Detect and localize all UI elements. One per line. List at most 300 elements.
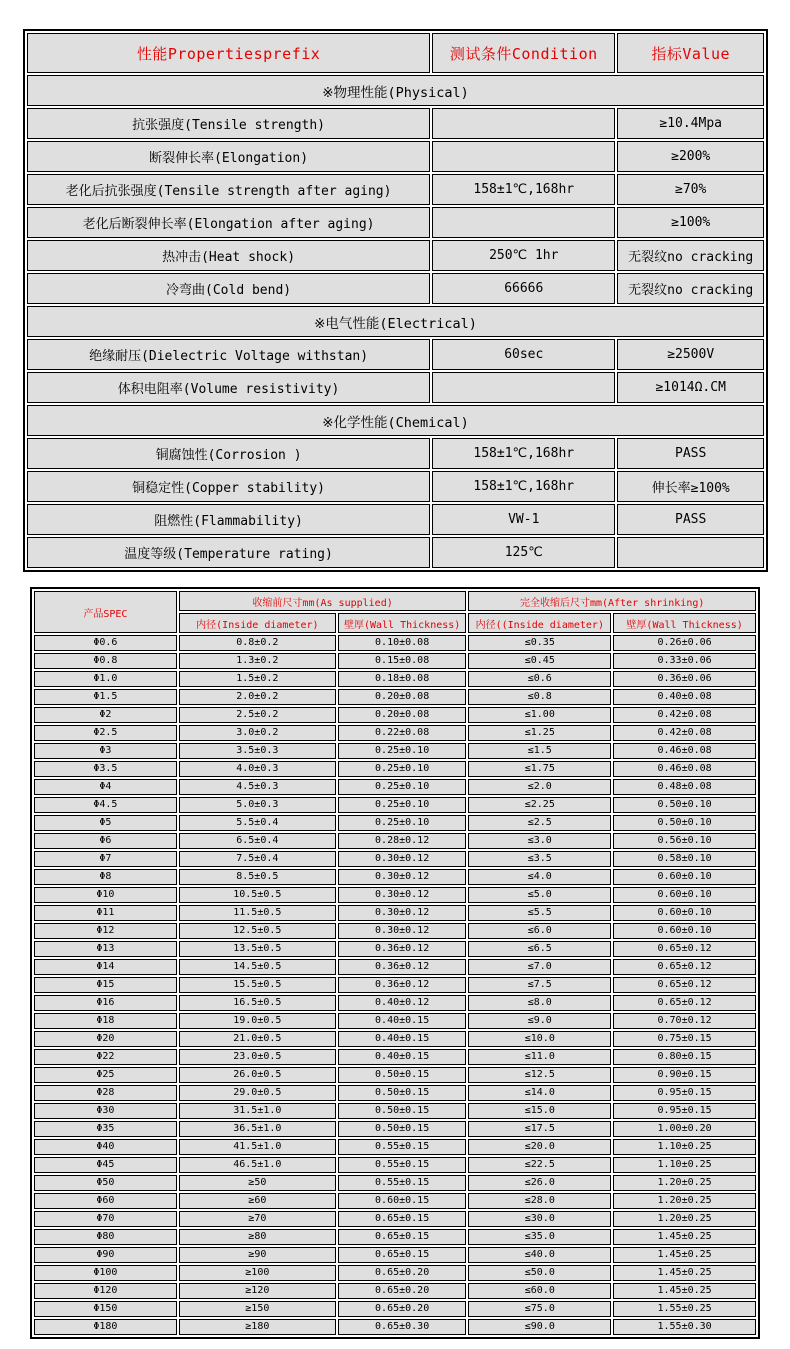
spec-row — [34, 1121, 756, 1137]
spec-row — [34, 1247, 756, 1263]
spec-row — [34, 1211, 756, 1227]
pre-wall-thickness: 0.25±0.10 — [338, 797, 467, 813]
test-condition: 158±1℃,168hr — [432, 438, 615, 469]
property-row — [27, 504, 764, 535]
product-spec: Φ1.5 — [34, 689, 177, 705]
pre-wall-thickness: 0.50±0.15 — [338, 1103, 467, 1119]
post-wall-thickness: 0.60±0.10 — [613, 887, 756, 903]
post-inside-diameter: ≤0.8 — [468, 689, 611, 705]
post-inside-diameter: ≤90.0 — [468, 1319, 611, 1335]
pre-inside-diameter: 6.5±0.4 — [179, 833, 336, 849]
spec-value — [617, 537, 764, 568]
post-inside-diameter: ≤20.0 — [468, 1139, 611, 1155]
pre-wall-thickness: 0.40±0.15 — [338, 1049, 467, 1065]
post-wall-thickness: 0.50±0.10 — [613, 815, 756, 831]
property-row — [27, 471, 764, 502]
post-inside-diameter: ≤12.5 — [468, 1067, 611, 1083]
pre-inside-diameter: 14.5±0.5 — [179, 959, 336, 975]
spec-row — [34, 761, 756, 777]
post-wall-thickness: 1.00±0.20 — [613, 1121, 756, 1137]
product-spec: Φ3 — [34, 743, 177, 759]
pre-inside-diameter: 1.3±0.2 — [179, 653, 336, 669]
property-row — [27, 141, 764, 172]
post-inside-diameter: ≤60.0 — [468, 1283, 611, 1299]
product-spec: Φ50 — [34, 1175, 177, 1191]
product-spec: Φ7 — [34, 851, 177, 867]
spec-value: ≥10.4Mpa — [617, 108, 764, 139]
pre-inside-diameter: 31.5±1.0 — [179, 1103, 336, 1119]
pre-wall-thickness: 0.20±0.08 — [338, 707, 467, 723]
post-inside-diameter: ≤2.25 — [468, 797, 611, 813]
product-spec: Φ5 — [34, 815, 177, 831]
pre-inside-diameter: 2.5±0.2 — [179, 707, 336, 723]
pre-wall-thickness: 0.55±0.15 — [338, 1157, 467, 1173]
pre-wall-thickness: 0.40±0.15 — [338, 1031, 467, 1047]
product-spec: Φ13 — [34, 941, 177, 957]
pre-inside-diameter: 21.0±0.5 — [179, 1031, 336, 1047]
post-wall-thickness: 0.42±0.08 — [613, 725, 756, 741]
pre-wall-thickness: 0.50±0.15 — [338, 1121, 467, 1137]
spec-value: PASS — [617, 504, 764, 535]
post-inside-diameter: ≤2.0 — [468, 779, 611, 795]
post-inside-diameter: ≤11.0 — [468, 1049, 611, 1065]
properties-header-row — [27, 33, 764, 73]
pre-inside-diameter: 26.0±0.5 — [179, 1067, 336, 1083]
property-name: 体积电阻率(Volume resistivity) — [27, 372, 430, 403]
test-condition — [432, 141, 615, 172]
property-name: 老化后断裂伸长率(Elongation after aging) — [27, 207, 430, 238]
property-name: 铜稳定性(Copper stability) — [27, 471, 430, 502]
property-row — [27, 240, 764, 271]
post-wall-thickness: 0.90±0.15 — [613, 1067, 756, 1083]
product-spec: Φ40 — [34, 1139, 177, 1155]
post-wall-thickness: 1.20±0.25 — [613, 1211, 756, 1227]
spec-row — [34, 1067, 756, 1083]
pre-inside-diameter: 8.5±0.5 — [179, 869, 336, 885]
test-condition: 158±1℃,168hr — [432, 471, 615, 502]
product-spec: Φ20 — [34, 1031, 177, 1047]
property-row — [27, 372, 764, 403]
product-spec: Φ80 — [34, 1229, 177, 1245]
property-name: 绝缘耐压(Dielectric Voltage withstan) — [27, 339, 430, 370]
test-condition — [432, 108, 615, 139]
property-name: 阻燃性(Flammability) — [27, 504, 430, 535]
pre-wall-thickness: 0.55±0.15 — [338, 1139, 467, 1155]
pre-inside-diameter: 15.5±0.5 — [179, 977, 336, 993]
post-inside-diameter: ≤50.0 — [468, 1265, 611, 1281]
pre-inside-diameter: ≥50 — [179, 1175, 336, 1191]
spec-value: PASS — [617, 438, 764, 469]
post-wall-thickness: 1.20±0.25 — [613, 1175, 756, 1191]
spec-row — [34, 653, 756, 669]
product-spec: Φ4 — [34, 779, 177, 795]
post-wall-thickness: 1.10±0.25 — [613, 1157, 756, 1173]
pre-wall-thickness: 0.28±0.12 — [338, 833, 467, 849]
pre-wall-thickness: 0.22±0.08 — [338, 725, 467, 741]
post-wall-thickness: 0.50±0.10 — [613, 797, 756, 813]
group-header-after-shrinking: 完全收缩后尺寸mm(After shrinking) — [468, 591, 756, 611]
spec-row — [34, 779, 756, 795]
product-spec: Φ2.5 — [34, 725, 177, 741]
spec-row — [34, 977, 756, 993]
product-spec: Φ60 — [34, 1193, 177, 1209]
column-header-post-wall-thickness: 壁厚(Wall Thickness) — [613, 613, 756, 633]
pre-wall-thickness: 0.25±0.10 — [338, 761, 467, 777]
product-spec: Φ11 — [34, 905, 177, 921]
properties-table-body — [27, 75, 764, 568]
spec-value: 无裂纹no cracking — [617, 240, 764, 271]
post-inside-diameter: ≤1.00 — [468, 707, 611, 723]
product-spec: Φ10 — [34, 887, 177, 903]
pre-inside-diameter: ≥90 — [179, 1247, 336, 1263]
pre-inside-diameter: ≥60 — [179, 1193, 336, 1209]
test-condition: 66666 — [432, 273, 615, 304]
post-wall-thickness: 0.48±0.08 — [613, 779, 756, 795]
post-inside-diameter: ≤14.0 — [468, 1085, 611, 1101]
pre-wall-thickness: 0.30±0.12 — [338, 869, 467, 885]
post-inside-diameter: ≤1.25 — [468, 725, 611, 741]
product-spec: Φ18 — [34, 1013, 177, 1029]
product-spec: Φ4.5 — [34, 797, 177, 813]
pre-wall-thickness: 0.25±0.10 — [338, 743, 467, 759]
pre-inside-diameter: 3.5±0.3 — [179, 743, 336, 759]
test-condition: 125℃ — [432, 537, 615, 568]
property-row — [27, 537, 764, 568]
pre-inside-diameter: 16.5±0.5 — [179, 995, 336, 1011]
property-row — [27, 438, 764, 469]
post-inside-diameter: ≤5.5 — [468, 905, 611, 921]
post-inside-diameter: ≤1.5 — [468, 743, 611, 759]
column-header-condition: 测试条件Condition — [432, 33, 615, 73]
post-inside-diameter: ≤3.5 — [468, 851, 611, 867]
spec-row — [34, 1319, 756, 1335]
post-wall-thickness: 0.40±0.08 — [613, 689, 756, 705]
post-wall-thickness: 0.56±0.10 — [613, 833, 756, 849]
spec-row — [34, 923, 756, 939]
property-name: 抗张强度(Tensile strength) — [27, 108, 430, 139]
post-wall-thickness: 1.45±0.25 — [613, 1247, 756, 1263]
spec-value: 无裂纹no cracking — [617, 273, 764, 304]
column-header-pre-inside-diameter: 内径(Inside diameter) — [179, 613, 336, 633]
product-spec: Φ22 — [34, 1049, 177, 1065]
property-name: 温度等级(Temperature rating) — [27, 537, 430, 568]
column-header-value: 指标Value — [617, 33, 764, 73]
test-condition: 158±1℃,168hr — [432, 174, 615, 205]
spec-row — [34, 725, 756, 741]
post-wall-thickness: 1.10±0.25 — [613, 1139, 756, 1155]
post-wall-thickness: 0.65±0.12 — [613, 995, 756, 1011]
pre-wall-thickness: 0.65±0.15 — [338, 1211, 467, 1227]
product-spec: Φ16 — [34, 995, 177, 1011]
product-spec: Φ15 — [34, 977, 177, 993]
pre-inside-diameter: 41.5±1.0 — [179, 1139, 336, 1155]
spec-row — [34, 1013, 756, 1029]
product-spec: Φ70 — [34, 1211, 177, 1227]
spec-row — [34, 1031, 756, 1047]
pre-wall-thickness: 0.25±0.10 — [338, 815, 467, 831]
post-inside-diameter: ≤40.0 — [468, 1247, 611, 1263]
post-wall-thickness: 0.60±0.10 — [613, 869, 756, 885]
product-spec: Φ3.5 — [34, 761, 177, 777]
pre-wall-thickness: 0.40±0.12 — [338, 995, 467, 1011]
pre-inside-diameter: ≥100 — [179, 1265, 336, 1281]
post-wall-thickness: 0.65±0.12 — [613, 941, 756, 957]
post-wall-thickness: 1.45±0.25 — [613, 1283, 756, 1299]
column-header-post-inside-diameter: 内径((Inside diameter) — [468, 613, 611, 633]
pre-inside-diameter: 7.5±0.4 — [179, 851, 336, 867]
spec-table-body — [34, 635, 756, 1335]
post-inside-diameter: ≤8.0 — [468, 995, 611, 1011]
pre-wall-thickness: 0.20±0.08 — [338, 689, 467, 705]
post-inside-diameter: ≤2.5 — [468, 815, 611, 831]
property-name: 断裂伸长率(Elongation) — [27, 141, 430, 172]
product-spec: Φ150 — [34, 1301, 177, 1317]
post-wall-thickness: 1.45±0.25 — [613, 1229, 756, 1245]
post-wall-thickness: 0.60±0.10 — [613, 905, 756, 921]
pre-wall-thickness: 0.18±0.08 — [338, 671, 467, 687]
spec-table — [30, 587, 760, 1339]
group-header-as-supplied: 收缩前尺寸mm(As supplied) — [179, 591, 467, 611]
post-wall-thickness: 1.45±0.25 — [613, 1265, 756, 1281]
section-label: ※化学性能(Chemical) — [27, 405, 764, 436]
property-row — [27, 108, 764, 139]
pre-wall-thickness: 0.65±0.20 — [338, 1265, 467, 1281]
post-wall-thickness: 0.65±0.12 — [613, 977, 756, 993]
pre-inside-diameter: 11.5±0.5 — [179, 905, 336, 921]
pre-wall-thickness: 0.55±0.15 — [338, 1175, 467, 1191]
pre-wall-thickness: 0.65±0.30 — [338, 1319, 467, 1335]
product-spec: Φ0.8 — [34, 653, 177, 669]
product-spec: Φ35 — [34, 1121, 177, 1137]
product-spec: Φ180 — [34, 1319, 177, 1335]
pre-inside-diameter: ≥180 — [179, 1319, 336, 1335]
post-wall-thickness: 0.80±0.15 — [613, 1049, 756, 1065]
pre-inside-diameter: ≥150 — [179, 1301, 336, 1317]
post-inside-diameter: ≤22.5 — [468, 1157, 611, 1173]
property-name: 冷弯曲(Cold bend) — [27, 273, 430, 304]
product-spec: Φ25 — [34, 1067, 177, 1083]
spec-row — [34, 905, 756, 921]
product-spec: Φ14 — [34, 959, 177, 975]
post-inside-diameter: ≤6.0 — [468, 923, 611, 939]
pre-inside-diameter: 13.5±0.5 — [179, 941, 336, 957]
post-inside-diameter: ≤6.5 — [468, 941, 611, 957]
spec-row — [34, 959, 756, 975]
property-name: 老化后抗张强度(Tensile strength after aging) — [27, 174, 430, 205]
spec-row — [34, 797, 756, 813]
spec-row — [34, 869, 756, 885]
post-inside-diameter: ≤3.0 — [468, 833, 611, 849]
property-name: 铜腐蚀性(Corrosion ) — [27, 438, 430, 469]
spec-row — [34, 689, 756, 705]
pre-inside-diameter: 0.8±0.2 — [179, 635, 336, 651]
spec-value: 伸长率≥100% — [617, 471, 764, 502]
pre-wall-thickness: 0.40±0.15 — [338, 1013, 467, 1029]
post-inside-diameter: ≤0.35 — [468, 635, 611, 651]
spec-value: ≥200% — [617, 141, 764, 172]
pre-wall-thickness: 0.30±0.12 — [338, 905, 467, 921]
spec-row — [34, 887, 756, 903]
spec-row — [34, 815, 756, 831]
spec-row — [34, 1157, 756, 1173]
post-inside-diameter: ≤10.0 — [468, 1031, 611, 1047]
spec-row — [34, 941, 756, 957]
pre-inside-diameter: 12.5±0.5 — [179, 923, 336, 939]
product-spec: Φ90 — [34, 1247, 177, 1263]
post-wall-thickness: 0.46±0.08 — [613, 761, 756, 777]
section-row — [27, 405, 764, 436]
spec-row — [34, 1301, 756, 1317]
pre-wall-thickness: 0.36±0.12 — [338, 977, 467, 993]
pre-wall-thickness: 0.30±0.12 — [338, 851, 467, 867]
post-inside-diameter: ≤30.0 — [468, 1211, 611, 1227]
section-label: ※电气性能(Electrical) — [27, 306, 764, 337]
post-inside-diameter: ≤0.45 — [468, 653, 611, 669]
pre-inside-diameter: ≥120 — [179, 1283, 336, 1299]
spec-row — [34, 1049, 756, 1065]
property-row — [27, 339, 764, 370]
pre-wall-thickness: 0.65±0.15 — [338, 1229, 467, 1245]
properties-table — [23, 29, 768, 572]
column-header-product-spec: 产品SPEC — [34, 591, 177, 633]
pre-wall-thickness: 0.36±0.12 — [338, 941, 467, 957]
pre-wall-thickness: 0.36±0.12 — [338, 959, 467, 975]
spec-value: ≥1014Ω.CM — [617, 372, 764, 403]
product-spec: Φ28 — [34, 1085, 177, 1101]
product-spec: Φ12 — [34, 923, 177, 939]
post-wall-thickness: 0.58±0.10 — [613, 851, 756, 867]
spec-row — [34, 833, 756, 849]
post-inside-diameter: ≤75.0 — [468, 1301, 611, 1317]
spec-row — [34, 1229, 756, 1245]
test-condition: 250℃ 1hr — [432, 240, 615, 271]
pre-wall-thickness: 0.15±0.08 — [338, 653, 467, 669]
product-spec: Φ120 — [34, 1283, 177, 1299]
post-inside-diameter: ≤26.0 — [468, 1175, 611, 1191]
pre-inside-diameter: 4.0±0.3 — [179, 761, 336, 777]
pre-inside-diameter: 1.5±0.2 — [179, 671, 336, 687]
product-spec: Φ45 — [34, 1157, 177, 1173]
post-inside-diameter: ≤4.0 — [468, 869, 611, 885]
post-inside-diameter: ≤17.5 — [468, 1121, 611, 1137]
post-wall-thickness: 0.26±0.06 — [613, 635, 756, 651]
pre-inside-diameter: 2.0±0.2 — [179, 689, 336, 705]
spec-row — [34, 851, 756, 867]
post-inside-diameter: ≤15.0 — [468, 1103, 611, 1119]
pre-inside-diameter: 5.5±0.4 — [179, 815, 336, 831]
post-wall-thickness: 0.95±0.15 — [613, 1085, 756, 1101]
pre-inside-diameter: 36.5±1.0 — [179, 1121, 336, 1137]
spec-row — [34, 743, 756, 759]
pre-wall-thickness: 0.65±0.20 — [338, 1283, 467, 1299]
product-spec: Φ8 — [34, 869, 177, 885]
spec-row — [34, 707, 756, 723]
post-wall-thickness: 0.42±0.08 — [613, 707, 756, 723]
spec-row — [34, 1283, 756, 1299]
product-spec: Φ100 — [34, 1265, 177, 1281]
spec-row — [34, 671, 756, 687]
post-inside-diameter: ≤7.0 — [468, 959, 611, 975]
pre-inside-diameter: 4.5±0.3 — [179, 779, 336, 795]
property-name: 热冲击(Heat shock) — [27, 240, 430, 271]
spec-row — [34, 1265, 756, 1281]
spec-value: ≥70% — [617, 174, 764, 205]
column-header-pre-wall-thickness: 壁厚(Wall Thickness) — [338, 613, 467, 633]
post-wall-thickness: 0.95±0.15 — [613, 1103, 756, 1119]
section-row — [27, 75, 764, 106]
spec-group-header-row — [34, 591, 756, 611]
post-wall-thickness: 0.65±0.12 — [613, 959, 756, 975]
post-wall-thickness: 1.55±0.30 — [613, 1319, 756, 1335]
post-wall-thickness: 1.55±0.25 — [613, 1301, 756, 1317]
pre-wall-thickness: 0.65±0.15 — [338, 1247, 467, 1263]
pre-wall-thickness: 0.65±0.20 — [338, 1301, 467, 1317]
property-row — [27, 174, 764, 205]
spec-row — [34, 1193, 756, 1209]
pre-inside-diameter: 3.0±0.2 — [179, 725, 336, 741]
post-inside-diameter: ≤1.75 — [468, 761, 611, 777]
post-inside-diameter: ≤9.0 — [468, 1013, 611, 1029]
pre-wall-thickness: 0.50±0.15 — [338, 1067, 467, 1083]
property-row — [27, 273, 764, 304]
post-wall-thickness: 0.33±0.06 — [613, 653, 756, 669]
post-inside-diameter: ≤7.5 — [468, 977, 611, 993]
spec-row — [34, 1085, 756, 1101]
post-inside-diameter: ≤28.0 — [468, 1193, 611, 1209]
product-spec: Φ1.0 — [34, 671, 177, 687]
pre-inside-diameter: 10.5±0.5 — [179, 887, 336, 903]
post-inside-diameter: ≤0.6 — [468, 671, 611, 687]
spec-value: ≥100% — [617, 207, 764, 238]
pre-wall-thickness: 0.60±0.15 — [338, 1193, 467, 1209]
pre-inside-diameter: 29.0±0.5 — [179, 1085, 336, 1101]
section-row — [27, 306, 764, 337]
pre-wall-thickness: 0.10±0.08 — [338, 635, 467, 651]
pre-wall-thickness: 0.30±0.12 — [338, 887, 467, 903]
spec-value: ≥2500V — [617, 339, 764, 370]
post-wall-thickness: 0.36±0.06 — [613, 671, 756, 687]
pre-wall-thickness: 0.25±0.10 — [338, 779, 467, 795]
product-spec: Φ0.6 — [34, 635, 177, 651]
pre-wall-thickness: 0.30±0.12 — [338, 923, 467, 939]
pre-inside-diameter: ≥80 — [179, 1229, 336, 1245]
product-spec: Φ6 — [34, 833, 177, 849]
post-wall-thickness: 0.60±0.10 — [613, 923, 756, 939]
post-wall-thickness: 1.20±0.25 — [613, 1193, 756, 1209]
property-row — [27, 207, 764, 238]
post-wall-thickness: 0.70±0.12 — [613, 1013, 756, 1029]
post-inside-diameter: ≤5.0 — [468, 887, 611, 903]
test-condition: VW-1 — [432, 504, 615, 535]
pre-inside-diameter: ≥70 — [179, 1211, 336, 1227]
pre-inside-diameter: 46.5±1.0 — [179, 1157, 336, 1173]
section-label: ※物理性能(Physical) — [27, 75, 764, 106]
pre-inside-diameter: 23.0±0.5 — [179, 1049, 336, 1065]
test-condition: 60sec — [432, 339, 615, 370]
post-inside-diameter: ≤35.0 — [468, 1229, 611, 1245]
pre-inside-diameter: 5.0±0.3 — [179, 797, 336, 813]
test-condition — [432, 372, 615, 403]
pre-wall-thickness: 0.50±0.15 — [338, 1085, 467, 1101]
spec-row — [34, 995, 756, 1011]
pre-inside-diameter: 19.0±0.5 — [179, 1013, 336, 1029]
post-wall-thickness: 0.46±0.08 — [613, 743, 756, 759]
spec-row — [34, 1103, 756, 1119]
spec-row — [34, 1139, 756, 1155]
product-spec: Φ2 — [34, 707, 177, 723]
product-spec: Φ30 — [34, 1103, 177, 1119]
column-header-properties: 性能Propertiesprefix — [27, 33, 430, 73]
